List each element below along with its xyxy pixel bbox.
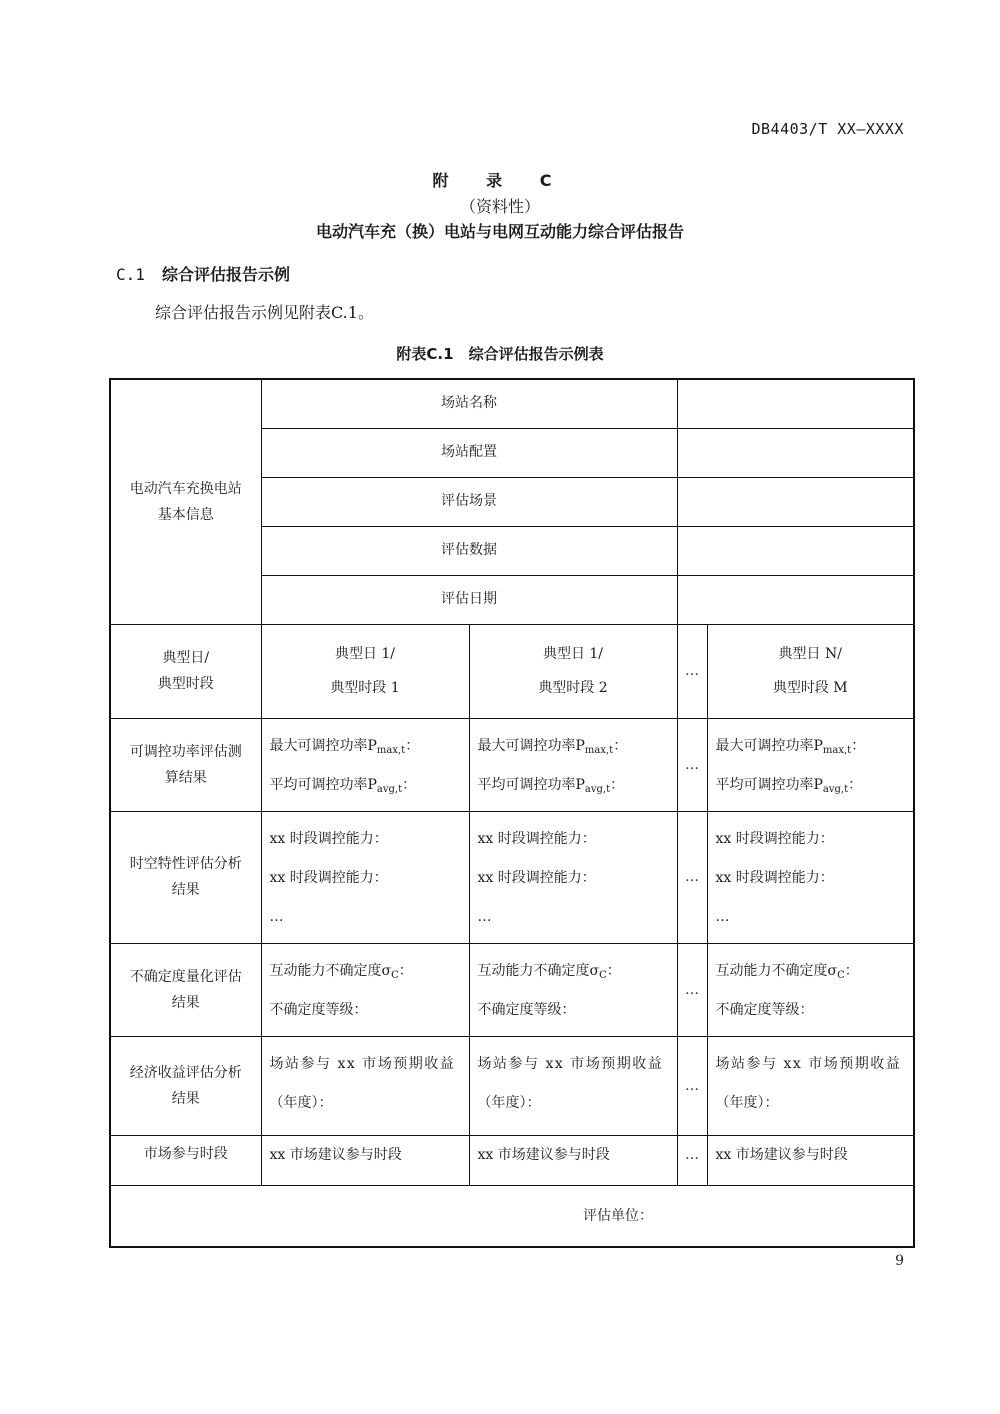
appendix-label: 附 录 C — [432, 171, 568, 190]
typical-day-header-row — [110, 624, 914, 718]
adjustable-power-label-line1: 可调控功率评估测 — [129, 743, 242, 760]
economic-label-cell — [110, 1036, 261, 1135]
max-power-line — [716, 727, 906, 766]
spatiotemporal-row — [110, 811, 914, 943]
avg-power-colon: ： — [402, 776, 417, 793]
typical-day-label-line2: 典型时段 — [157, 676, 214, 692]
uncertainty-row — [110, 943, 914, 1036]
market-participation-cell: xx 市场建议参与时段 — [261, 1135, 469, 1185]
adjustable-power-cell — [707, 718, 914, 811]
expected-revenue-line: 场站参与 xx 市场预期收益 — [477, 1055, 664, 1072]
document-code: DB4403/T XX—XXXX — [751, 120, 904, 138]
uncertainty-label-line1: 不确定度量化评估 — [129, 968, 242, 985]
section-body: 综合评估报告示例见附表C.1。 — [155, 303, 374, 322]
market-participation-cell: xx 市场建议参与时段 — [707, 1135, 914, 1185]
continuation-ellipsis: … — [715, 908, 730, 925]
max-power-colon: ： — [613, 737, 628, 754]
typical-day-label-cell — [110, 624, 261, 718]
basic-info-field-value — [677, 477, 914, 526]
uncertainty-level-line: 不确定度等级： — [715, 1001, 814, 1018]
economic-cell — [707, 1036, 914, 1135]
table-caption: 附表C.1 综合评估报告示例表 — [396, 345, 604, 363]
spatiotemporal-label-line2: 结果 — [171, 882, 200, 898]
avg-power-colon: ： — [848, 776, 863, 793]
continuation-ellipsis: … — [269, 908, 284, 925]
basic-info-field-value — [677, 428, 914, 477]
basic-info-field-label: 评估场景 — [261, 477, 677, 526]
ellipsis-cell: … — [677, 943, 707, 1036]
annual-line: （年度）： — [269, 1094, 333, 1111]
uncertainty-cell — [707, 943, 914, 1036]
spatiotemporal-label-line1: 时空特性评估分析 — [129, 856, 242, 872]
evaluator-row — [110, 1185, 914, 1247]
basic-info-label-cell — [110, 379, 261, 624]
max-power-subscript: max,t — [584, 744, 614, 756]
basic-info-field-label: 评估日期 — [261, 575, 677, 624]
adjustable-power-label-line2: 算结果 — [164, 769, 207, 786]
uncertainty-level-line: 不确定度等级： — [477, 1001, 576, 1018]
appendix-type: （资料性） — [459, 197, 540, 216]
uncertainty-label-line2: 结果 — [171, 994, 200, 1011]
ellipsis-cell: … — [677, 1036, 707, 1135]
economic-cell — [469, 1036, 677, 1135]
uncertainty-sigma-colon: ： — [844, 962, 859, 979]
market-participation-cell: xx 市场建议参与时段 — [469, 1135, 677, 1185]
typical-day-col-1-line2: 典型时段 1 — [330, 680, 400, 696]
period-capability-line: xx 时段调控能力： — [715, 830, 834, 847]
appendix-title: 电动汽车充（换）电站与电网互动能力综合评估报告 — [315, 222, 684, 241]
annual-line: （年度）： — [477, 1094, 541, 1111]
basic-info-label-line1: 电动汽车充换电站 — [129, 480, 242, 497]
ellipsis-cell: … — [677, 811, 707, 943]
expected-revenue-line: 场站参与 xx 市场预期收益 — [715, 1055, 902, 1072]
basic-info-row — [110, 379, 914, 428]
avg-power-text: 平均可调控功率P — [477, 776, 585, 793]
typical-day-col-2-line2: 典型时段 2 — [538, 680, 608, 696]
basic-info-field-label: 评估数据 — [261, 526, 677, 575]
max-power-subscript: max,t — [376, 744, 406, 756]
section-heading — [116, 262, 290, 285]
uncertainty-cell — [469, 943, 677, 1036]
basic-info-field-label: 场站名称 — [261, 379, 677, 428]
section-title: 综合评估报告示例 — [162, 265, 291, 284]
market-participation-label: 市场参与时段 — [110, 1135, 261, 1185]
basic-info-field-label: 场站配置 — [261, 428, 677, 477]
uncertainty-sigma-subscript: C — [837, 969, 845, 981]
max-power-colon: ： — [851, 737, 866, 754]
spatiotemporal-label-cell — [110, 811, 261, 943]
uncertainty-sigma-colon: ： — [398, 962, 413, 979]
basic-info-field-value — [677, 526, 914, 575]
typical-day-col-2 — [469, 624, 677, 718]
spatiotemporal-cell — [261, 811, 469, 943]
continuation-ellipsis: … — [477, 908, 492, 925]
max-power-line — [478, 727, 669, 766]
typical-day-label-line1: 典型日/ — [162, 650, 210, 666]
typical-day-col-n-line2: 典型时段 M — [772, 680, 848, 696]
uncertainty-level-line: 不确定度等级： — [269, 1001, 368, 1018]
assessment-report-table — [109, 378, 915, 1248]
basic-info-field-value — [677, 575, 914, 624]
adjustable-power-label-cell — [110, 718, 261, 811]
evaluator-cell — [110, 1185, 914, 1247]
adjustable-power-row — [110, 718, 914, 811]
market-participation-row — [110, 1135, 914, 1185]
max-power-subscript: max,t — [822, 744, 852, 756]
avg-power-subscript: avg,t — [584, 783, 611, 795]
avg-power-text: 平均可调控功率P — [269, 776, 377, 793]
evaluator-label: 评估单位： — [583, 1207, 653, 1224]
max-power-colon: ： — [405, 737, 420, 754]
economic-label-line1: 经济收益评估分析 — [129, 1064, 242, 1081]
max-power-text: 最大可调控功率P — [477, 737, 585, 754]
page-number: 9 — [895, 1253, 904, 1269]
avg-power-colon: ： — [610, 776, 625, 793]
economic-row — [110, 1036, 914, 1135]
adjustable-power-cell — [261, 718, 469, 811]
typical-day-col-n-line1: 典型日 N/ — [778, 646, 842, 662]
economic-cell — [261, 1036, 469, 1135]
ellipsis-cell: … — [677, 718, 707, 811]
economic-label-line2: 结果 — [171, 1090, 200, 1107]
uncertainty-sigma-text: 互动能力不确定度σ — [477, 962, 600, 979]
basic-info-label-line2: 基本信息 — [157, 506, 214, 523]
adjustable-power-cell — [469, 718, 677, 811]
uncertainty-sigma-line — [716, 952, 906, 991]
avg-power-subscript: avg,t — [376, 783, 403, 795]
period-capability-line: xx 时段调控能力： — [715, 869, 834, 886]
avg-power-line — [270, 766, 461, 805]
typical-day-col-1 — [261, 624, 469, 718]
typical-day-col-n — [707, 624, 914, 718]
spatiotemporal-cell — [469, 811, 677, 943]
uncertainty-label-cell — [110, 943, 261, 1036]
spatiotemporal-cell — [707, 811, 914, 943]
period-capability-line: xx 时段调控能力： — [477, 830, 596, 847]
max-power-text: 最大可调控功率P — [269, 737, 377, 754]
uncertainty-sigma-subscript: C — [391, 969, 399, 981]
uncertainty-sigma-line — [270, 952, 461, 991]
uncertainty-sigma-line — [478, 952, 669, 991]
annual-line: （年度）： — [715, 1094, 779, 1111]
ellipsis-cell: … — [677, 624, 707, 718]
period-capability-line: xx 时段调控能力： — [269, 869, 388, 886]
uncertainty-sigma-subscript: C — [599, 969, 607, 981]
avg-power-line — [716, 766, 906, 805]
typical-day-col-2-line1: 典型日 1/ — [542, 646, 604, 662]
period-capability-line: xx 时段调控能力： — [477, 869, 596, 886]
typical-day-col-1-line1: 典型日 1/ — [334, 646, 396, 662]
max-power-line — [270, 727, 461, 766]
avg-power-subscript: avg,t — [822, 783, 849, 795]
basic-info-field-value — [677, 379, 914, 428]
expected-revenue-line: 场站参与 xx 市场预期收益 — [269, 1055, 456, 1072]
avg-power-line — [478, 766, 669, 805]
section-number: C.1 — [116, 265, 145, 284]
avg-power-text: 平均可调控功率P — [715, 776, 823, 793]
period-capability-line: xx 时段调控能力： — [269, 830, 388, 847]
uncertainty-sigma-colon: ： — [606, 962, 621, 979]
uncertainty-sigma-text: 互动能力不确定度σ — [269, 962, 392, 979]
uncertainty-cell — [261, 943, 469, 1036]
ellipsis-cell: … — [677, 1135, 707, 1185]
uncertainty-sigma-text: 互动能力不确定度σ — [715, 962, 838, 979]
max-power-text: 最大可调控功率P — [715, 737, 823, 754]
